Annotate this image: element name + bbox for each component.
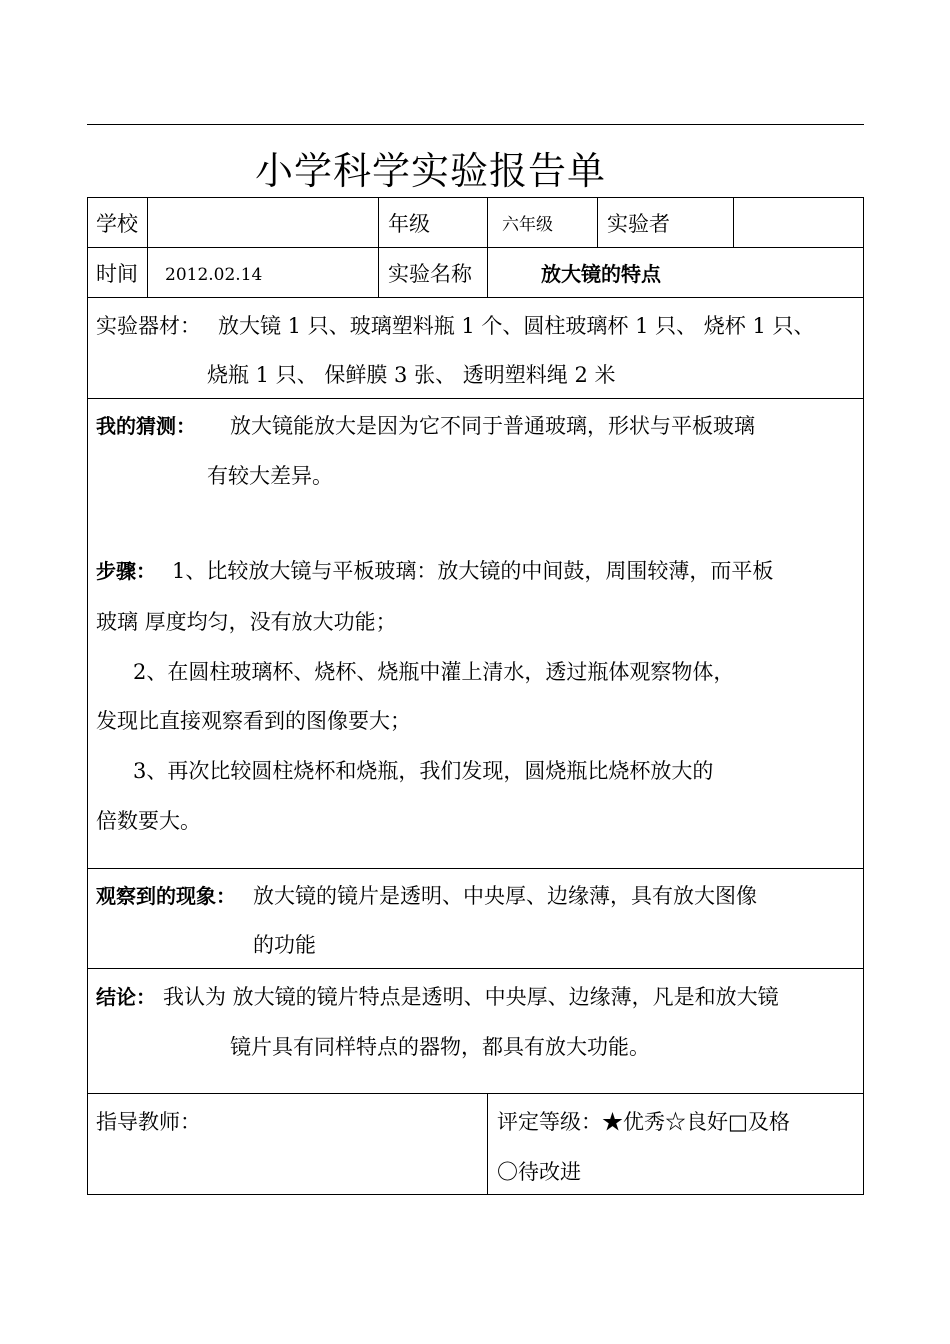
experimenter-label: 实验者 [607,212,670,236]
hypothesis-line-2: 有较大差异。 [207,464,333,488]
col-divider [487,197,488,297]
row-divider [87,398,864,399]
grade-label: 年级 [388,212,430,236]
table-border-top [87,197,864,198]
page-title: 小学科学实验报告单 [255,149,607,193]
experiment-name-label: 实验名称 [388,262,472,286]
row-divider [87,968,864,969]
materials-line-2: 烧瓶 1 只、 保鲜膜 3 张、 透明塑料绳 2 米 [207,363,616,387]
hypothesis-label: 我的猜测： [96,414,196,438]
steps-line-5: 3、再次比较圆柱烧杯和烧瓶，我们发现，圆烧瓶比烧杯放大的 [133,759,714,783]
time-label: 时间 [96,262,138,286]
col-divider [147,197,148,247]
top-rule [87,124,864,125]
steps-line-4: 发现比直接观察看到的图像要大； [96,709,411,733]
steps-line-3: 2、在圆柱玻璃杯、烧杯、烧瓶中灌上清水，透过瓶体观察物体， [133,660,735,684]
table-border-left [87,197,88,1195]
grade-value: 六年级 [502,215,553,235]
steps-line-1: 1、比较放大镜与平板玻璃：放大镜的中间鼓，周围较薄，而平板 [172,559,774,583]
experiment-name-value: 放大镜的特点 [541,262,661,286]
row-divider [87,868,864,869]
col-divider [147,247,148,297]
col-divider [733,197,734,247]
table-border-bottom [87,1194,864,1195]
hypothesis-line-1: 放大镜能放大是因为它不同于普通玻璃，形状与平板玻璃 [230,414,755,438]
rating-line-1: 评定等级：★优秀☆良好□及格 [497,1110,790,1134]
observation-line-1: 放大镜的镜片是透明、中央厚、边缘薄，具有放大图像 [253,884,757,908]
row-divider [87,297,864,298]
rating-line-2: 〇待改进 [497,1160,581,1184]
col-divider [487,1093,488,1194]
time-value: 2012.02.14 [165,265,263,285]
teacher-label: 指导教师： [96,1110,201,1134]
observation-label: 观察到的现象： [96,884,236,908]
row-divider [87,247,864,248]
school-label: 学校 [96,212,138,236]
steps-label: 步骤： [96,559,156,583]
row-divider [87,1093,864,1094]
observation-line-2: 的功能 [253,933,316,957]
materials-line-1: 放大镜 1 只、玻璃塑料瓶 1 个、圆柱玻璃杯 1 只、 烧杯 1 只、 [218,314,815,338]
col-divider [378,197,379,297]
col-divider [597,197,598,247]
table-border-right [863,197,864,1195]
conclusion-label: 结论： [96,985,156,1009]
steps-line-6: 倍数要大。 [96,809,201,833]
steps-line-2: 玻璃 厚度均匀，没有放大功能； [96,610,397,634]
materials-label: 实验器材： [96,314,201,338]
conclusion-line-1: 我认为 放大镜的镜片特点是透明、中央厚、边缘薄，凡是和放大镜 [163,985,779,1009]
conclusion-line-2: 镜片具有同样特点的器物，都具有放大功能。 [230,1035,650,1059]
